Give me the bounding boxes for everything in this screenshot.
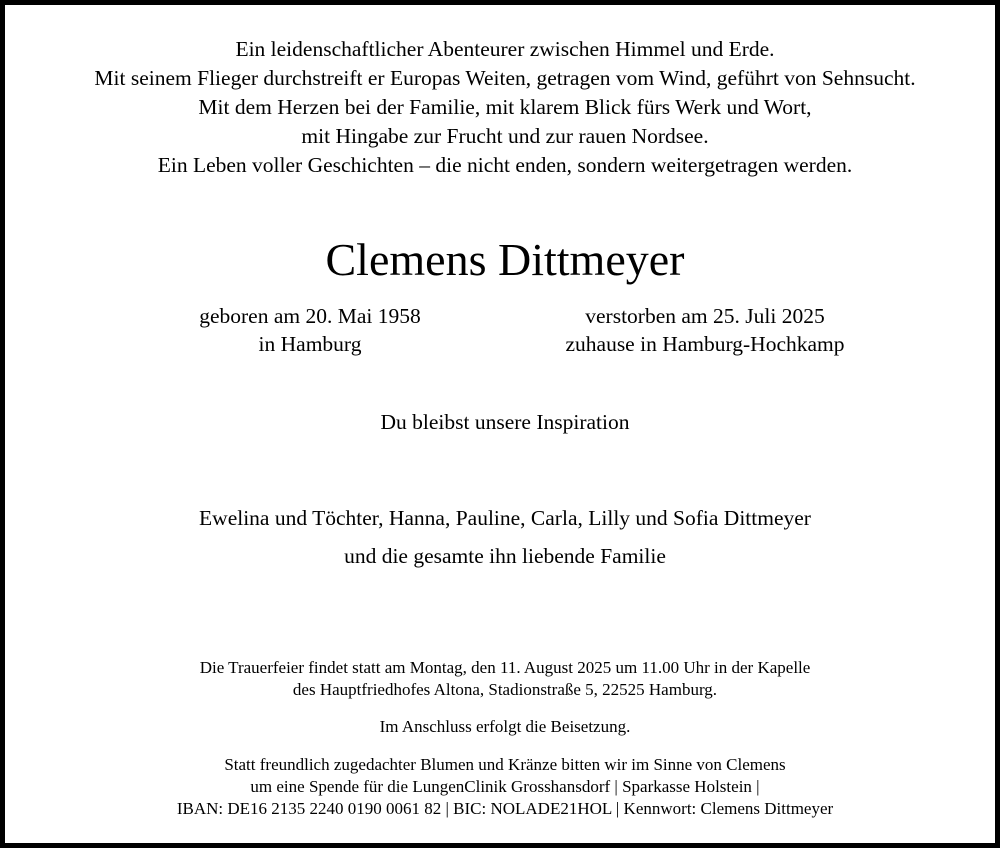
donation-line-3: IBAN: DE16 2135 2240 0190 0061 82 | BIC: NOLADE21HOL | Kennwort: Clemens Dittmeyer (176, 799, 834, 818)
motto: Du bleibst unsere Inspiration (380, 410, 630, 434)
service-line-2: des Hauptfriedhofes Altona, Stadionstraße 5, 22525 Hamburg. (292, 680, 718, 699)
poem-line: Ein Leben voller Geschichten – die nicht enden, sondern weitergetragen werden. (157, 153, 853, 177)
poem-line: Mit seinem Flieger durchstreift er Europas Weiten, getragen vom Wind, geführt von Sehnsucht. (94, 66, 916, 90)
death-info (525, 302, 885, 358)
poem-line: mit Hingabe zur Frucht und zur rauen Nordsee. (301, 124, 709, 148)
mourners-line-2: und die gesamte ihn liebende Familie (344, 544, 666, 568)
service-line-1: Die Trauerfeier findet statt am Montag, den 11. August 2025 um 11.00 Uhr in der Kapelle (199, 658, 811, 677)
death-place: zuhause in Hamburg-Hochkamp (565, 332, 845, 356)
birth-place: in Hamburg (258, 332, 362, 356)
donation-line-2: um eine Spende für die LungenClinik Grosshansdorf | Sparkasse Holstein | (250, 777, 760, 796)
donation-info (5, 754, 1000, 820)
birth-info (135, 302, 485, 358)
birth-date: geboren am 20. Mai 1958 (199, 304, 421, 328)
deceased-name: Clemens Dittmeyer (325, 234, 685, 285)
death-date: verstorben am 25. Juli 2025 (585, 304, 825, 328)
mourners-line-1: Ewelina und Töchter, Hanna, Pauline, Carla, Lilly und Sofia Dittmeyer (199, 506, 811, 530)
poem-line: Mit dem Herzen bei der Familie, mit klarem Blick fürs Werk und Wort, (198, 95, 812, 119)
burial-info (5, 716, 1000, 738)
burial-line: Im Anschluss erfolgt die Beisetzung. (379, 717, 631, 736)
donation-line-1: Statt freundlich zugedachter Blumen und Kränze bitten wir im Sinne von Clemens (224, 755, 786, 774)
poem-line: Ein leidenschaftlicher Abenteurer zwischen Himmel und Erde. (235, 37, 775, 61)
poem (5, 35, 1000, 180)
service-info (5, 657, 1000, 701)
